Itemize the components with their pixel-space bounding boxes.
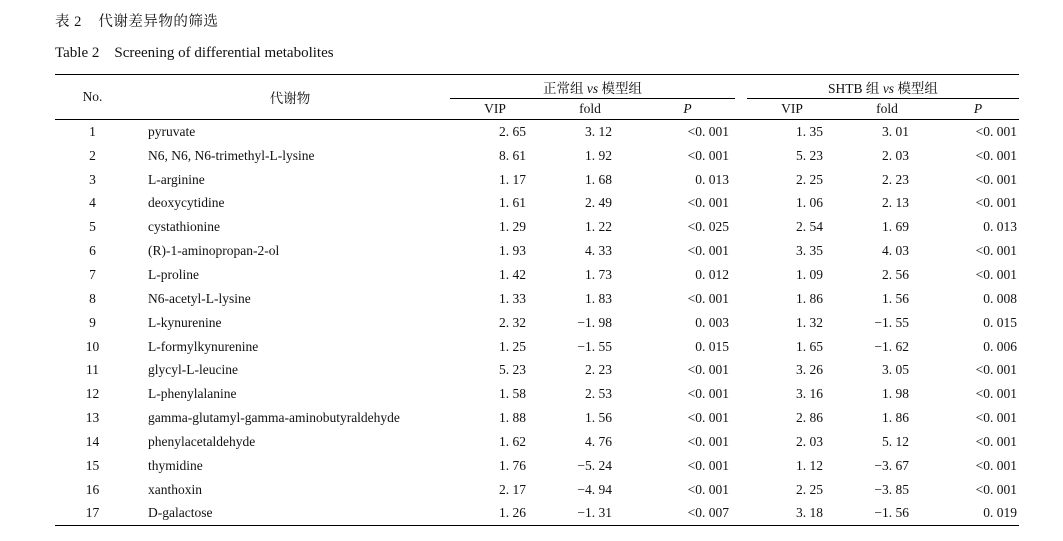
cell-no: 9 [89,314,96,330]
cell-no: 1 [89,123,96,139]
cell-no: 6 [89,243,96,259]
cell-p-1: <0. 001 [687,433,729,449]
cell-vip-1: 1. 26 [499,505,526,521]
cell-fold-1: −1. 31 [577,505,612,521]
header-p-1: P [683,101,692,116]
cell-metabolite: glycyl-L-leucine [148,362,238,378]
cell-fold-2: −1. 62 [874,338,909,354]
cell-fold-2: −3. 85 [874,481,909,497]
cell-vip-2: 2. 54 [796,219,823,235]
header-p-2: P [973,101,983,116]
cell-fold-1: 1. 56 [585,410,612,426]
cell-metabolite: thymidine [148,457,203,473]
table-row [55,287,1019,311]
table-row [55,382,1019,406]
group2-prefix: SHTB 组 [828,80,880,96]
cell-p-1: <0. 001 [687,457,729,473]
cell-p-1: 0. 012 [695,266,729,282]
cell-vip-2: 1. 65 [796,338,823,354]
cell-p-2: <0. 001 [975,243,1017,259]
cell-p-2: <0. 001 [975,147,1017,163]
cell-no: 11 [86,362,99,378]
cell-vip-1: 1. 33 [499,290,526,306]
group2-vs: vs [882,80,895,96]
cell-p-2: 0. 019 [983,505,1017,521]
cell-fold-2: 3. 01 [882,123,909,139]
cell-p-2: 0. 013 [983,219,1017,235]
cell-vip-2: 2. 86 [796,410,823,426]
caption-cn-title: 代谢差异物的筛选 [98,14,219,30]
cell-metabolite: gamma-glutamyl-gamma-aminobutyraldehyde [148,410,400,426]
cell-vip-1: 8. 61 [499,147,526,163]
table-row [55,358,1019,382]
cell-vip-1: 2. 17 [499,481,526,497]
header-metabolite: 代谢物 [130,75,450,120]
header-vip-2: VIP [781,101,803,116]
cell-fold-2: 1. 86 [882,410,909,426]
cell-vip-2: 1. 35 [796,123,823,139]
cell-fold-2: 1. 98 [882,386,909,402]
cell-fold-2: 5. 12 [882,433,909,449]
cell-fold-1: 3. 12 [585,123,612,139]
table-row [55,335,1019,359]
cell-p-2: <0. 001 [975,386,1017,402]
cell-p-2: <0. 001 [975,195,1017,211]
cell-no: 4 [89,195,96,211]
cell-vip-2: 1. 32 [796,314,823,330]
cell-fold-1: 1. 83 [585,290,612,306]
cell-p-1: <0. 001 [687,123,729,139]
cell-fold-2: −1. 56 [874,505,909,521]
group1-prefix: 正常组 [543,80,584,96]
cell-vip-2: 1. 86 [796,290,823,306]
cell-no: 13 [85,410,100,426]
header-group-shtb-vs-model [747,75,1019,99]
cell-p-1: <0. 001 [687,147,729,163]
cell-p-1: <0. 007 [687,505,729,521]
cell-metabolite: L-arginine [148,171,205,187]
table-caption-english [55,45,334,62]
cell-no: 15 [85,457,100,473]
cell-fold-1: 1. 22 [585,219,612,235]
cell-metabolite: pyruvate [148,123,196,139]
cell-vip-1: 2. 32 [499,314,526,330]
cell-fold-1: 1. 73 [585,266,612,282]
cell-vip-2: 3. 18 [796,505,823,521]
cell-vip-2: 2. 25 [796,481,823,497]
cell-no: 17 [85,505,100,521]
cell-p-2: <0. 001 [975,481,1017,497]
table-row [55,406,1019,430]
cell-metabolite: deoxycytidine [148,195,225,211]
cell-vip-2: 2. 25 [796,171,823,187]
metabolite-table [55,74,1019,526]
table-row [55,239,1019,263]
cell-fold-2: 2. 56 [882,266,909,282]
cell-no: 12 [85,386,100,402]
cell-p-2: 0. 008 [983,290,1017,306]
table-row [55,215,1019,239]
table-row [55,144,1019,168]
header-group-normal-vs-model [450,75,735,99]
cell-vip-2: 1. 09 [796,266,823,282]
cell-p-1: <0. 001 [687,481,729,497]
cell-fold-2: −3. 67 [874,457,909,473]
cell-p-1: <0. 001 [687,290,729,306]
cell-fold-1: −5. 24 [577,457,612,473]
caption-en-label: Table 2 [55,45,100,61]
cell-p-2: <0. 001 [975,410,1017,426]
cell-no: 2 [89,147,96,163]
cell-fold-1: 4. 33 [585,243,612,259]
cell-vip-1: 5. 23 [499,362,526,378]
cell-metabolite: (R)-1-aminopropan-2-ol [148,243,280,259]
cell-p-2: <0. 001 [975,123,1017,139]
cell-fold-1: 2. 53 [585,386,612,402]
cell-p-2: 0. 015 [983,314,1017,330]
cell-fold-1: −1. 55 [577,338,612,354]
cell-fold-2: 2. 13 [882,195,909,211]
cell-no: 7 [89,266,96,282]
cell-p-1: <0. 001 [687,362,729,378]
table-row [55,478,1019,502]
group1-vs: vs [586,80,599,96]
cell-fold-2: 1. 56 [882,290,909,306]
cell-metabolite: N6-acetyl-L-lysine [148,290,251,306]
cell-p-1: <0. 001 [687,410,729,426]
table-row [55,120,1019,144]
cell-no: 5 [89,219,96,235]
cell-p-2: 0. 006 [983,338,1017,354]
cell-metabolite: phenylacetaldehyde [148,433,256,449]
cell-fold-2: 3. 05 [882,362,909,378]
cell-fold-2: 2. 23 [882,171,909,187]
group1-suffix: 模型组 [601,80,642,96]
cell-fold-1: −4. 94 [577,481,612,497]
cell-metabolite: L-proline [148,266,199,282]
cell-metabolite: L-phenylalanine [148,386,237,402]
cell-fold-1: 4. 76 [585,433,612,449]
cell-vip-1: 1. 17 [499,171,526,187]
cell-vip-2: 1. 12 [796,457,823,473]
cell-no: 8 [89,290,96,306]
cell-vip-1: 1. 62 [499,433,526,449]
cell-vip-2: 1. 06 [796,195,823,211]
header-vip-1: VIP [484,101,506,116]
cell-no: 16 [85,481,100,497]
cell-vip-1: 2. 65 [499,123,526,139]
cell-vip-1: 1. 76 [499,457,526,473]
cell-fold-2: 4. 03 [882,243,909,259]
cell-metabolite: N6, N6, N6-trimethyl-L-lysine [148,147,315,163]
table-row [55,502,1019,526]
cell-vip-1: 1. 29 [499,219,526,235]
cell-fold-1: 2. 23 [585,362,612,378]
cell-no: 14 [85,433,100,449]
table-row [55,311,1019,335]
cell-p-2: <0. 001 [975,433,1017,449]
cell-fold-2: −1. 55 [874,314,909,330]
cell-p-2: <0. 001 [975,457,1017,473]
group2-suffix: 模型组 [897,80,938,96]
caption-en-title: Screening of differential metabolites [114,45,334,61]
cell-fold-2: 2. 03 [882,147,909,163]
cell-p-2: <0. 001 [975,171,1017,187]
cell-metabolite: D-galactose [148,505,213,521]
cell-metabolite: xanthoxin [148,481,202,497]
header-no: No. [55,75,130,120]
cell-p-1: <0. 001 [687,243,729,259]
cell-vip-2: 3. 16 [796,386,823,402]
cell-metabolite: L-kynurenine [148,314,222,330]
table-row [55,263,1019,287]
cell-p-2: <0. 001 [975,266,1017,282]
cell-vip-2: 5. 23 [796,147,823,163]
cell-metabolite: cystathionine [148,219,220,235]
cell-fold-2: 1. 69 [882,219,909,235]
cell-p-1: 0. 013 [695,171,729,187]
cell-fold-1: 1. 68 [585,171,612,187]
cell-vip-1: 1. 93 [499,243,526,259]
cell-vip-1: 1. 58 [499,386,526,402]
cell-vip-2: 2. 03 [796,433,823,449]
cell-fold-1: 2. 49 [585,195,612,211]
cell-p-1: <0. 025 [687,219,729,235]
table-row [55,192,1019,216]
header-fold-1: fold [579,101,601,116]
cell-p-1: 0. 015 [695,338,729,354]
cell-vip-1: 1. 25 [499,338,526,354]
cell-p-1: <0. 001 [687,195,729,211]
table-row [55,454,1019,478]
cell-no: 10 [85,338,100,354]
cell-p-2: <0. 001 [975,362,1017,378]
cell-metabolite: L-formylkynurenine [148,338,259,354]
cell-vip-1: 1. 42 [499,266,526,282]
cell-fold-1: 1. 92 [585,147,612,163]
cell-no: 3 [89,171,96,187]
cell-p-1: 0. 003 [695,314,729,330]
cell-vip-1: 1. 88 [499,410,526,426]
table-row [55,430,1019,454]
cell-vip-1: 1. 61 [499,195,526,211]
header-fold-2: fold [876,101,898,116]
cell-vip-2: 3. 35 [796,243,823,259]
table-caption-chinese [55,10,218,31]
cell-fold-1: −1. 98 [577,314,612,330]
cell-vip-2: 3. 26 [796,362,823,378]
cell-p-1: <0. 001 [687,386,729,402]
table-row [55,168,1019,192]
caption-cn-label: 表 2 [55,14,82,30]
